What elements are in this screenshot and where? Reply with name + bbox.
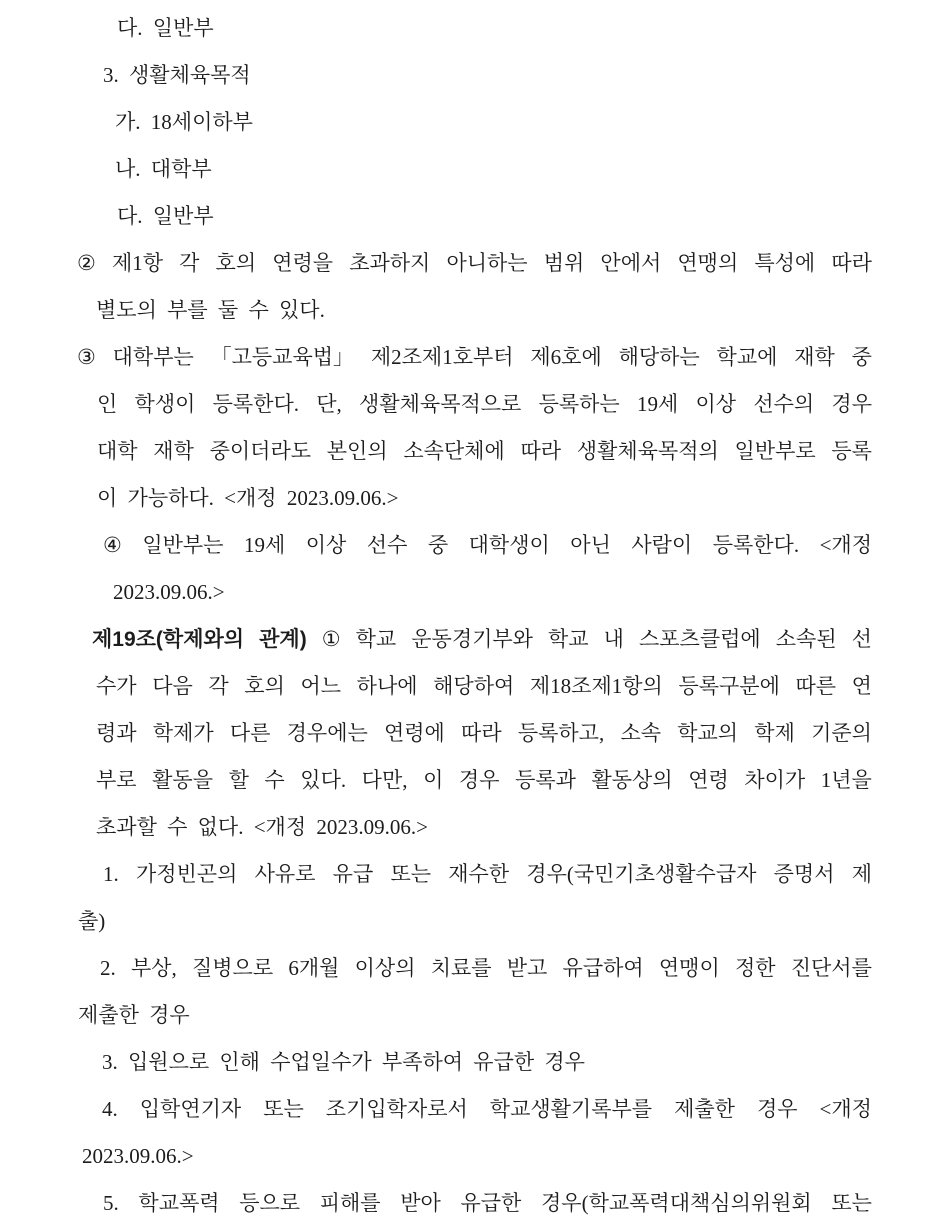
word: 수: [264, 767, 285, 792]
word: 사람이: [631, 532, 693, 557]
word: 호의: [215, 250, 257, 275]
word: 조기입학자로서: [325, 1096, 468, 1121]
word: 학교에: [716, 344, 778, 369]
word: 대학생이: [468, 532, 550, 557]
word: 선수: [366, 532, 408, 557]
text-line-22: [0, 992, 950, 1039]
word: 19세: [243, 532, 286, 557]
word: 연맹의: [677, 250, 739, 275]
text-run: 이 가능하다. <개정 2023.09.06.>: [97, 486, 399, 510]
text-run: 다. 일반부: [117, 204, 214, 228]
text-line-17: [0, 757, 950, 804]
text-line-5: [0, 193, 950, 240]
word: 받아: [400, 1190, 441, 1215]
text-line-20: [0, 898, 950, 945]
word: 1.: [103, 861, 119, 886]
word: 생활체육목적의: [576, 438, 719, 463]
word: 학생이: [134, 391, 196, 416]
text-run: 가. 18세이하부: [115, 110, 253, 134]
word: 아닌: [570, 532, 611, 557]
word: 아니하는: [446, 250, 528, 275]
word: 정한: [734, 955, 776, 980]
word: 재수한: [448, 861, 510, 886]
word: ③: [77, 344, 96, 369]
word: 령과: [96, 720, 137, 745]
word: 중이더라도: [209, 438, 312, 463]
word: 연령을: [272, 250, 334, 275]
word: ①: [321, 626, 341, 651]
word: 각: [208, 673, 229, 698]
word: <개정: [819, 1096, 872, 1121]
word: 대학: [97, 438, 138, 463]
word: 가정빈곤의: [135, 861, 238, 886]
word: 등록: [831, 438, 872, 463]
word: 활동상의: [591, 767, 673, 792]
word: 소속단체에: [403, 438, 505, 463]
word: 선: [851, 626, 872, 651]
text-line-2: [0, 52, 950, 99]
text-line-18: [0, 804, 950, 851]
word: <개정: [819, 532, 872, 557]
word: 이: [423, 767, 444, 792]
word: 경우에는: [286, 720, 368, 745]
text-line-4: [0, 146, 950, 193]
word: 대학부는: [112, 344, 194, 369]
text-line-24: [0, 1086, 950, 1133]
word: 유급한: [460, 1190, 522, 1215]
word: 제: [851, 861, 872, 886]
word: 연령: [688, 767, 729, 792]
word: 등록한다.: [712, 532, 800, 557]
article-heading-word: 관계): [259, 627, 307, 651]
text-run: 제출한 경우: [78, 1003, 190, 1027]
word: 학교의: [677, 720, 739, 745]
word: 학제가: [152, 720, 214, 745]
word: 재학: [153, 438, 194, 463]
word: 하나에: [356, 673, 418, 698]
text-run: 2023.09.06.>: [82, 1144, 194, 1168]
word: 19세: [636, 391, 679, 416]
word: 운동경기부와: [411, 626, 533, 651]
word: 활동을: [152, 767, 213, 792]
word: 각: [179, 250, 200, 275]
word: 제6호에: [530, 344, 602, 369]
word: 경우(학교폭력대책심의위원회: [541, 1190, 812, 1215]
word: 유급: [332, 861, 374, 886]
text-run: 다. 일반부: [117, 16, 214, 40]
word: 5.: [103, 1190, 119, 1215]
text-line-25: [0, 1133, 950, 1180]
word: 경우: [831, 391, 872, 416]
word: 제2조제1호부터: [370, 344, 514, 369]
word: 일반부로: [734, 438, 816, 463]
word: 있다.: [300, 767, 347, 792]
word: 제출한: [674, 1096, 735, 1121]
word: 등록한다.: [212, 391, 300, 416]
text-run: 3. 생활체육목적: [103, 63, 251, 87]
word: 안에서: [600, 250, 662, 275]
text-run: 초과할 수 없다. <개정 2023.09.06.>: [96, 815, 428, 839]
word: 학교: [355, 626, 397, 651]
text-line-26: [0, 1180, 950, 1227]
word: 해당하여: [433, 673, 515, 698]
word: 경우: [458, 767, 500, 792]
word: 중: [427, 532, 449, 557]
text-line-13: [0, 569, 950, 616]
word: 4.: [102, 1096, 118, 1121]
text-run: 별도의 부를 둘 수 있다.: [96, 298, 325, 322]
word: 또는: [390, 861, 432, 886]
text-line-15: [0, 663, 950, 710]
text-run: 2023.09.06.>: [113, 580, 225, 604]
word: 사유로: [254, 861, 316, 886]
word: 기준의: [811, 720, 872, 745]
text-line-12: [0, 522, 950, 569]
text-run: 나. 대학부: [115, 157, 212, 181]
word: 소속: [620, 720, 662, 745]
word: 유급하여: [562, 955, 644, 980]
text-line-9: [0, 381, 950, 428]
word: 학제: [754, 720, 795, 745]
word: 따라: [831, 250, 872, 275]
word: 경우(국민기초생활수급자: [526, 861, 757, 886]
text-run: 출): [78, 909, 106, 933]
word: 선수의: [753, 391, 815, 416]
word: 치료를: [430, 955, 492, 980]
word: 2.: [100, 955, 116, 980]
word: 질병으로: [191, 955, 274, 980]
word: 이상: [695, 391, 737, 416]
word: 이상의: [354, 955, 416, 980]
word: 또는: [263, 1096, 304, 1121]
word: 1년을: [820, 767, 872, 792]
article-heading-word: 제19조(학제와의: [92, 627, 245, 651]
word: 생활체육목적으로: [359, 391, 522, 416]
text-line-3: [0, 99, 950, 146]
word: 6개월: [288, 955, 340, 980]
word: 연맹이: [658, 955, 720, 980]
word: 차이가: [744, 767, 806, 792]
word: 단,: [316, 391, 342, 416]
word: 학교: [548, 626, 589, 651]
word: 「고등교육법」: [210, 344, 355, 369]
word: 부로: [96, 767, 137, 792]
word: 학교폭력: [138, 1190, 220, 1215]
word: 호의: [244, 673, 285, 698]
word: 등록하고,: [517, 720, 605, 745]
word: ④: [103, 532, 122, 557]
word: 피해를: [319, 1190, 381, 1215]
word: 일반부는: [142, 532, 224, 557]
word: 해당하는: [618, 344, 700, 369]
word: 부상,: [130, 955, 177, 980]
word: 경우: [756, 1096, 798, 1121]
word: 다른: [229, 720, 271, 745]
word: 범위: [543, 250, 585, 275]
word: 수가: [96, 673, 137, 698]
word: 초과하지: [349, 250, 431, 275]
word: 등록과: [515, 767, 576, 792]
text-run: 3. 입원으로 인해 수업일수가 부족하여 유급한 경우: [102, 1050, 585, 1074]
text-line-21: [0, 945, 950, 992]
word: 또는: [831, 1190, 872, 1215]
text-line-1: [0, 5, 950, 52]
word: 할: [228, 767, 249, 792]
word: 제18조제1항의: [529, 673, 663, 698]
word: 다만,: [361, 767, 408, 792]
word: 본인의: [326, 438, 388, 463]
word: 학교생활기록부를: [489, 1096, 653, 1121]
word: 등록구분에: [678, 673, 780, 698]
word: 재학: [794, 344, 835, 369]
word: 어느: [300, 673, 342, 698]
word: 연: [851, 673, 872, 698]
word: 특성에: [754, 250, 816, 275]
text-line-16: [0, 710, 950, 757]
word: 인: [97, 391, 118, 416]
word: 등으로: [239, 1190, 301, 1215]
word: 따라: [520, 438, 562, 463]
text-line-11: [0, 475, 950, 522]
text-line-19: [0, 851, 950, 898]
text-line-10: [0, 428, 950, 475]
text-line-7: [0, 287, 950, 334]
text-line-23: [0, 1039, 950, 1086]
word: 증명서: [773, 861, 835, 886]
word: 등록하는: [538, 391, 620, 416]
word: 따른: [795, 673, 837, 698]
text-line-14: [0, 616, 950, 663]
word: 진단서를: [790, 955, 872, 980]
text-line-8: [0, 334, 950, 381]
word: 이상: [305, 532, 347, 557]
word: 내: [603, 626, 624, 651]
word: 다음: [152, 673, 193, 698]
text-line-6: [0, 240, 950, 287]
word: 스포츠클럽에: [638, 626, 761, 651]
word: 중: [851, 344, 872, 369]
word: 받고: [506, 955, 548, 980]
word: ②: [77, 250, 96, 275]
word: 입학연기자: [139, 1096, 242, 1121]
word: 소속된: [775, 626, 837, 651]
word: 제1항: [111, 250, 164, 275]
word: 연령에: [383, 720, 445, 745]
word: 따라: [461, 720, 502, 745]
